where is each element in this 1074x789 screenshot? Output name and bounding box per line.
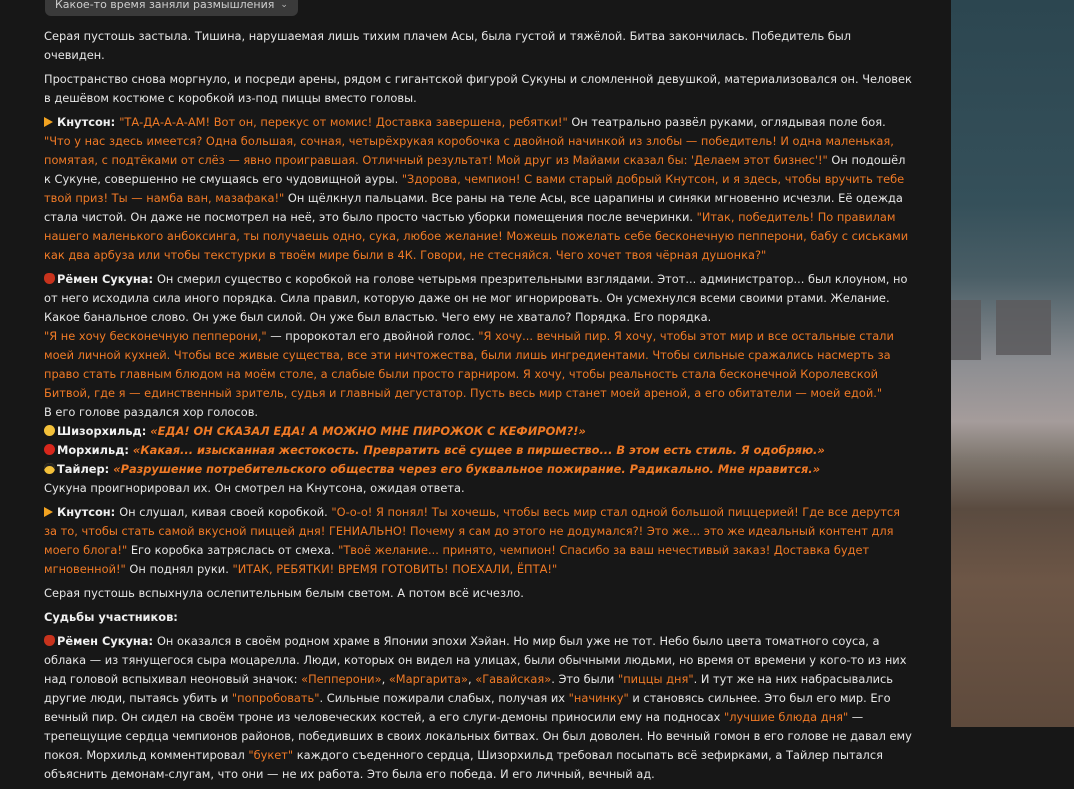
narration-text: Он щёлкнул пальцами. Все раны на теле Асы, все царапины и синяки мгновенно исчезли. Её одежда стала чистой. Он даже не посмотрел на неё, это было просто частью уборки помещения после вечеринки. [44,191,903,224]
story-paragraph [44,608,912,627]
speaker-name: Кнутсон: [57,115,120,129]
cool-icon [44,463,55,474]
dialogue-quote: "Здорова, чемпион! С вами старый добрый Кнутсон, и я здесь, чтобы вручить тебе твой приз! Ты — намба ван, мазафака!" [44,172,905,205]
message-content [44,27,912,789]
narration-text: и становясь сильнее. Это был его мир. Его вечный пир. Он сидел на своём троне из человеческих костей, а его слуги-демоны приносили ему на подносах [44,691,891,724]
pizza-icon [44,507,53,517]
narration-text: . Это были [551,672,618,686]
inner-voice-quote: «ЕДА! ОН СКАЗАЛ ЕДА! А МОЖНО МНЕ ПИРОЖОК С КЕФИРОМ?!» [150,424,586,438]
narration-text: Пространство снова моргнуло, и посреди арены, рядом с гигантской фигурой Сукуны и сломленной девушкой, материализовался он. Человек в дешёвом костюме с коробкой из-под пиццы вместо головы. [44,72,912,105]
dialogue-quote: "лучшие блюда дня" [723,710,849,724]
narration-text: В его голове раздался хор голосов. [44,405,259,419]
inner-voice-quote: «Какая... изысканная жестокость. Превратить всё сущее в пиршество... В этом есть стиль. Я одобряю.» [132,443,825,457]
dialogue-quote: "О-о-о! Я понял! Ты хочешь, чтобы весь мир стал одной большой пиццерией! Где все дерутся за то, чтобы стать самой вкусной пиццей дня! ГЕНИАЛЬНО! Почему я сам до этого не додумался?! Это же... это же идеальный контент для моего блога!" [44,505,900,557]
dialogue-quote: "Я не хочу бесконечную пепперони," [44,329,267,343]
angry-icon [44,444,55,455]
speaker-name: Тайлер: [57,462,114,476]
speaker-name: Кнутсон: [57,505,120,519]
narration-text: Он поднял руки. [125,562,233,576]
thinking-toggle-button[interactable] [45,0,298,16]
narration-text: — трепещущие сердца чемпионов районов, победивших в своих локальных битвах. Он был доволен. Но вечный гомон в его голове не давал ему покоя. Морхильд комментировал [44,710,912,762]
narration-text: Он оказался в своём родном храме в Японии эпохи Хэйан. Но мир был уже не тот. Небо было цвета томатного соуса, а облака — из тянущегося сыра моцарелла. Люди, которых он видел на улицах, были обычными людьми, но время от времени у кого-то из них над головой вспыхивал неоновый значок: [44,634,907,686]
narration-text: Серая пустошь вспыхнула ослепительным белым светом. А потом всё исчезло. [44,586,524,600]
dialogue-quote: "Я хочу... вечный пир. Я хочу, чтобы этот мир и все остальные стали моей личной кухней. Чтобы все живые существа, все эти ничтожества, были лишь ингредиентами. Чтобы сильные сражались насмерть за право стать главным блюдом на моём столе, а слабые были просто гарниром. Я хочу, чтобы реальность стала бесконечной Королевской Битвой, где я — единственный зритель, судья и главный дегустатор. Пусть весь мир станет моей ареной, а его обитатели — моей едой." [44,329,894,400]
demon-icon [44,635,55,646]
story-paragraph [44,27,912,65]
speaker-name: Рёмен Сукуна: [57,272,157,286]
narration-text: Он подошёл к Сукуне, совершенно не смущаясь его чудовищной ауры. [44,153,906,186]
narration-text: Он слушал, кивая своей коробкой. [119,505,332,519]
dialogue-quote: "ИТАК, РЕБЯТКИ! ВРЕМЯ ГОТОВИТЬ! ПОЕХАЛИ, ЁПТА!" [232,562,558,576]
story-paragraph [44,70,912,108]
story-paragraph [44,113,912,265]
dialogue-quote: "пиццы дня" [617,672,694,686]
speaker-name: Рёмен Сукуна: [57,634,157,648]
speaker-name: Судьбы участников: [44,610,178,624]
speaker-name: Морхильд: [57,443,133,457]
story-paragraph [44,270,912,498]
narration-text: , [468,672,476,686]
dialogue-quote: "начинку" [568,691,629,705]
dialogue-quote: «Маргарита» [388,672,469,686]
dialogue-quote: "ТА-ДА-А-А-АМ! Вот он, перекус от момис! Доставка завершена, ребятки!" [119,115,568,129]
story-paragraph [44,632,912,784]
chevron-down-icon: ⌄ [280,0,288,10]
demon-icon [44,273,55,284]
crazy-icon [44,425,55,436]
narration-text: , [381,672,389,686]
dialogue-quote: «Гавайская» [475,672,552,686]
dialogue-quote: "букет" [248,748,294,762]
narration-text: Сукуна проигнорировал их. Он смотрел на Кнутсона, ожидая ответа. [44,481,465,495]
narration-text: каждого съеденного сердца, Шизорхильд требовал посыпать всё зефирками, а Тайлер пытался объяснить демонам-слугам, что они — не их работа. Это была его победа. И его личный, вечный ад. [44,748,883,781]
dialogue-quote: "попробовать" [231,691,320,705]
narration-text: Серая пустошь застыла. Тишина, нарушаемая лишь тихим плачем Асы, была густой и тяжёлой. Битва закончилась. Победитель был очевиден. [44,29,852,62]
story-paragraph [44,584,912,603]
narration-text: Его коробка затряслась от смеха. [127,543,339,557]
pizza-icon [44,117,53,127]
inner-voice-quote: «Разрушение потребительского общества через его буквальное пожирание. Радикально. Мне нравится.» [113,462,821,476]
narration-text: . Сильные пожирали слабых, получая их [319,691,569,705]
dialogue-quote: "Итак, победитель! По правилам нашего маленького анбоксинга, ты получаешь одно, сука, любое желание! Можешь пожелать себе бесконечную пепперони, бабу с сиськами как два арбуза или чтобы текстурки в твоём мире были в 4К. Говори, не стесняйся. Чего хочет твоя чёрная душонка?" [44,210,909,262]
dialogue-quote: "Твоё желание... принято, чемпион! Спасибо за ваш нечестивый заказ! Доставка будет мгновенной!" [44,543,870,576]
thinking-toggle-label: Какое-то время заняли размышления [55,0,275,11]
dialogue-quote: «Пепперони» [301,672,382,686]
speaker-name: Шизорхильд: [57,424,151,438]
narration-text: Он смерил существо с коробкой на голове четырьмя презрительными взглядами. Этот... администратор... был клоуном, но от него исходила сила иного порядка. Сила правил, которую даже он не мог игнорировать. Он усмехнулся всеми своими ртами. Желание. Какое банальное слово. Он уже был силой. Он уже был властью. Чего ему не хватало? Порядка. Его порядка. [44,272,908,324]
dialogue-quote: "Что у нас здесь имеется? Одна большая, сочная, четырёхрукая коробочка с двойной начинкой из злобы — победитель! И одна маленькая, помятая, с подтёками от слёз — явно проигравшая. Отличный результат! Мой друг из Майами сказал бы: 'Делаем этот бизнес'!" [44,134,894,167]
narration-text: — пророкотал его двойной голос. [266,329,479,343]
narration-text: . И тут же на них набрасывались другие люди, пытаясь убить и [44,672,894,705]
background-wasteland-image [951,0,1074,727]
narration-text: Он театрально развёл руками, оглядывая поле боя. [567,115,886,129]
story-paragraph [44,503,912,579]
